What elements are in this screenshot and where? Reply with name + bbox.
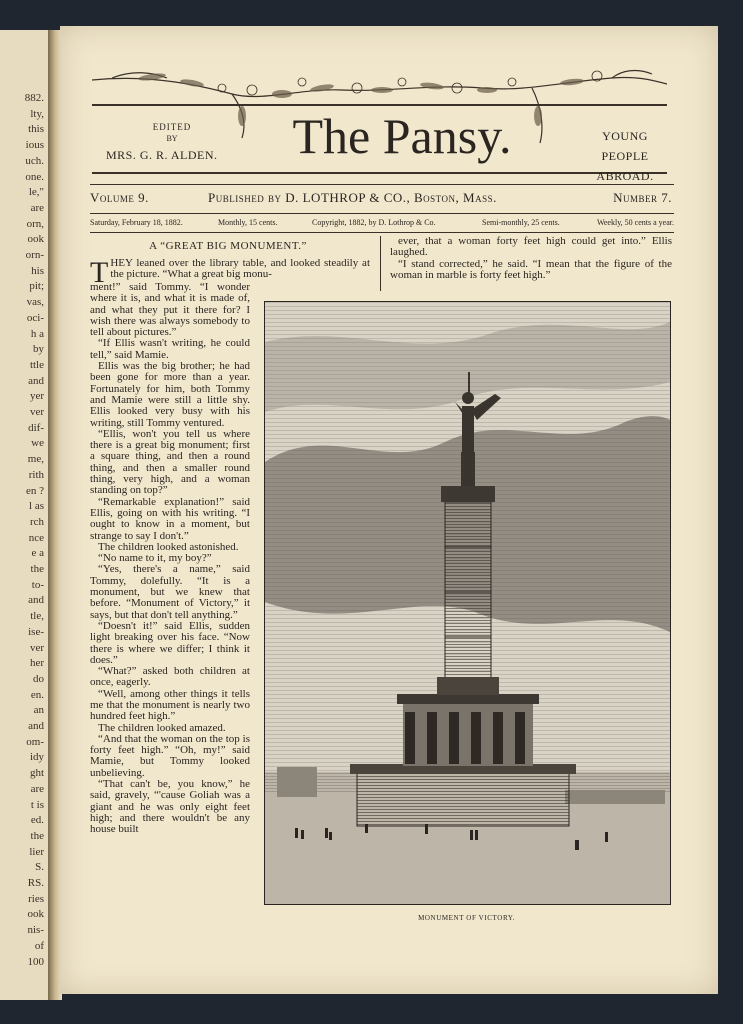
left-page-fragment: orn- <box>25 249 44 261</box>
weekly-price: Weekly, 50 cents a year. <box>596 218 674 227</box>
monument-engraving <box>264 301 671 905</box>
left-page-fragment: ious <box>25 139 44 152</box>
article-paragraph: The children looked astonished. <box>98 540 239 553</box>
article-paragraph: “Remarkable explanation!” said Ellis, going on with his writing. “I ought to know in a moment, but strange to say I don't.” <box>90 495 250 542</box>
left-page-fragment: rch <box>29 515 44 528</box>
left-page-fragment: t is <box>30 798 44 811</box>
article-paragraph: “What?” asked both children at once, eagerly. <box>90 665 250 689</box>
article-paragraph: “Ellis, won't you tell us where there is a great big monument; first a square thing, and then a round thing, and then a smaller round thing, very high, and a woman standing on top?” <box>90 427 250 497</box>
left-page-fragment: ries <box>28 892 44 905</box>
newspaper-page <box>60 26 718 994</box>
left-page-fragment: vas, <box>26 296 44 309</box>
left-page-fragment: and <box>28 374 44 387</box>
left-page-fragment: en ? <box>25 484 44 497</box>
copyright-line: Copyright, 1882, by D. Lothrop & Co. <box>312 218 436 227</box>
left-page-fragment: ise- <box>28 625 44 638</box>
left-page-fragment: e a <box>31 547 44 560</box>
subscription-bar <box>90 214 674 233</box>
left-page-fragment: orn, <box>26 217 44 230</box>
left-page-fragment: l as <box>29 500 44 513</box>
left-page-fragment: yer <box>29 390 44 403</box>
issue-number: Number 7. <box>613 190 672 205</box>
article-paragraph: ever, that a woman forty feet high could get into.” Ellis laughed. <box>390 235 672 259</box>
left-page-fragment: an <box>33 704 44 717</box>
left-page-fragment: me, <box>27 453 44 466</box>
left-page-fragment: of <box>34 939 44 952</box>
left-page-fragment: rith <box>28 468 44 481</box>
article-headline: A “GREAT BIG MONUMENT.” <box>149 240 307 252</box>
left-page-fragment: one. <box>25 170 44 183</box>
masthead-editor: MRS. G. R. ALDEN. <box>106 148 218 162</box>
left-page-fragment: en. <box>30 688 44 701</box>
left-page-fragment: his <box>31 264 44 277</box>
article-column-1 <box>90 282 250 836</box>
left-page-fragment: ook <box>27 908 44 921</box>
left-page-fragment: S. <box>35 861 44 874</box>
issue-date: Saturday, February 18, 1882. <box>90 218 183 227</box>
left-page-fragment: and <box>28 720 44 732</box>
left-page-fragment: lier <box>29 845 44 858</box>
drop-cap: T <box>90 256 109 289</box>
left-page-fragment: h a <box>30 327 44 340</box>
column-rule <box>380 236 381 291</box>
masthead-right-line1: YOUNG PEOPLE <box>601 129 649 163</box>
left-page-fragment: ver <box>29 641 44 654</box>
article-paragraph: ment!” said Tommy. “I wonder where it is, and what it is made of, and what they put it there for? I wish there was always somebody to tell about pictures.” <box>90 281 250 339</box>
left-page-fragment: nis- <box>27 924 44 937</box>
left-page-fragment: idy <box>29 751 44 764</box>
left-page-fragment: tle, <box>30 610 44 623</box>
monthly-price: Monthly, 15 cents. <box>218 218 278 227</box>
left-page-fragment: ver <box>29 406 44 418</box>
article-paragraph: “If Ellis wasn't writing, he could tell,” said Mamie. <box>90 337 250 361</box>
article-paragraph: “Doesn't it!” said Ellis, sudden light breaking over his face. “Now there is where we differ; I think it does.” <box>90 619 250 666</box>
intro-text: HEY leaned over the library table, and looked steadily at the picture. “What a great big monu- <box>110 257 370 281</box>
article-paragraph: “And that the woman on the top is forty feet high.” “Oh, my!” said Mamie, but Tommy looked unbelieving. <box>90 732 250 779</box>
article-paragraph: Ellis was the big brother; he had been gone for more than a year. Fortunately for him, both Tommy and Mamie were still a little shy. Ellis looked very busy with his writing, still Tommy ventured. <box>90 360 250 429</box>
left-page-fragment: the <box>30 829 44 842</box>
left-page-fragment: to- <box>31 578 44 591</box>
left-page-fragment: 882. <box>24 92 44 104</box>
left-page-fragment: om- <box>26 735 44 748</box>
masthead-right <box>580 126 670 186</box>
left-page-fragment: 100 <box>27 955 44 968</box>
semimonthly-price: Semi-monthly, 25 cents. <box>482 218 560 227</box>
publisher-label: Published by D. LOTHROP & CO., Boston, Mass. <box>208 190 497 205</box>
left-page-fragment: ttle <box>29 358 44 371</box>
article-paragraph: “Well, among other things it tells me that the monument is nearly two hundred feet high.” <box>90 687 250 723</box>
left-page-fragment: pit; <box>29 280 44 293</box>
left-page-fragment: nce <box>28 531 44 544</box>
left-page-fragment: we <box>31 437 44 450</box>
left-page-fragment: dif- <box>28 421 44 434</box>
left-page-fragment: are <box>30 782 44 795</box>
article-paragraph: “Yes, there's a name,” said Tommy, dolefully. “It is a monument, but we knew that before. “Monument of Victory,” it says, but that don't tell anything.” <box>90 563 250 621</box>
article-paragraph: “I stand corrected,” he said. “I mean that the figure of the woman in marble is forty feet high.” <box>390 257 672 281</box>
engraving-caption: MONUMENT OF VICTORY. <box>418 914 515 922</box>
publication-info-bar <box>90 184 674 214</box>
article-paragraph: “No name to it, my boy?” <box>98 552 212 565</box>
left-page-fragment: her <box>29 657 44 670</box>
masthead <box>92 68 667 183</box>
left-page-fragment: ook <box>27 233 44 246</box>
left-page-fragment: ght <box>29 767 44 780</box>
left-page-fragment: oci- <box>26 311 44 324</box>
left-page-fragment: this <box>28 123 44 136</box>
masthead-right-line2: ABROAD. <box>596 169 654 183</box>
left-page-fragment: are <box>30 201 44 214</box>
left-page-edge <box>0 30 50 1000</box>
article-paragraph: “That can't be, you know,” he said, gravely, “'cause Goliah was a giant and he was only eight feet high; and there wouldn't be any house built <box>90 778 250 836</box>
masthead-title: The Pansy. <box>292 108 512 164</box>
left-page-fragment: lty, <box>30 107 44 120</box>
monument-illustration <box>265 302 670 904</box>
left-page-fragment: ed. <box>30 814 44 827</box>
masthead-edited: EDITED <box>152 122 192 132</box>
left-page-fragment: and <box>28 594 44 607</box>
left-page-fragment: by <box>33 343 44 356</box>
left-page-fragment: RS. <box>27 877 44 889</box>
left-page-fragment: uch. <box>25 154 44 167</box>
left-page-fragment: le," <box>28 186 44 199</box>
volume-label: Volume 9. <box>90 190 149 205</box>
masthead-by: BY <box>166 134 178 143</box>
article-paragraph: The children looked amazed. <box>98 721 226 734</box>
article-column-2 <box>390 236 672 281</box>
left-page-fragment: do <box>33 672 44 685</box>
left-page-fragment: the <box>30 563 44 575</box>
